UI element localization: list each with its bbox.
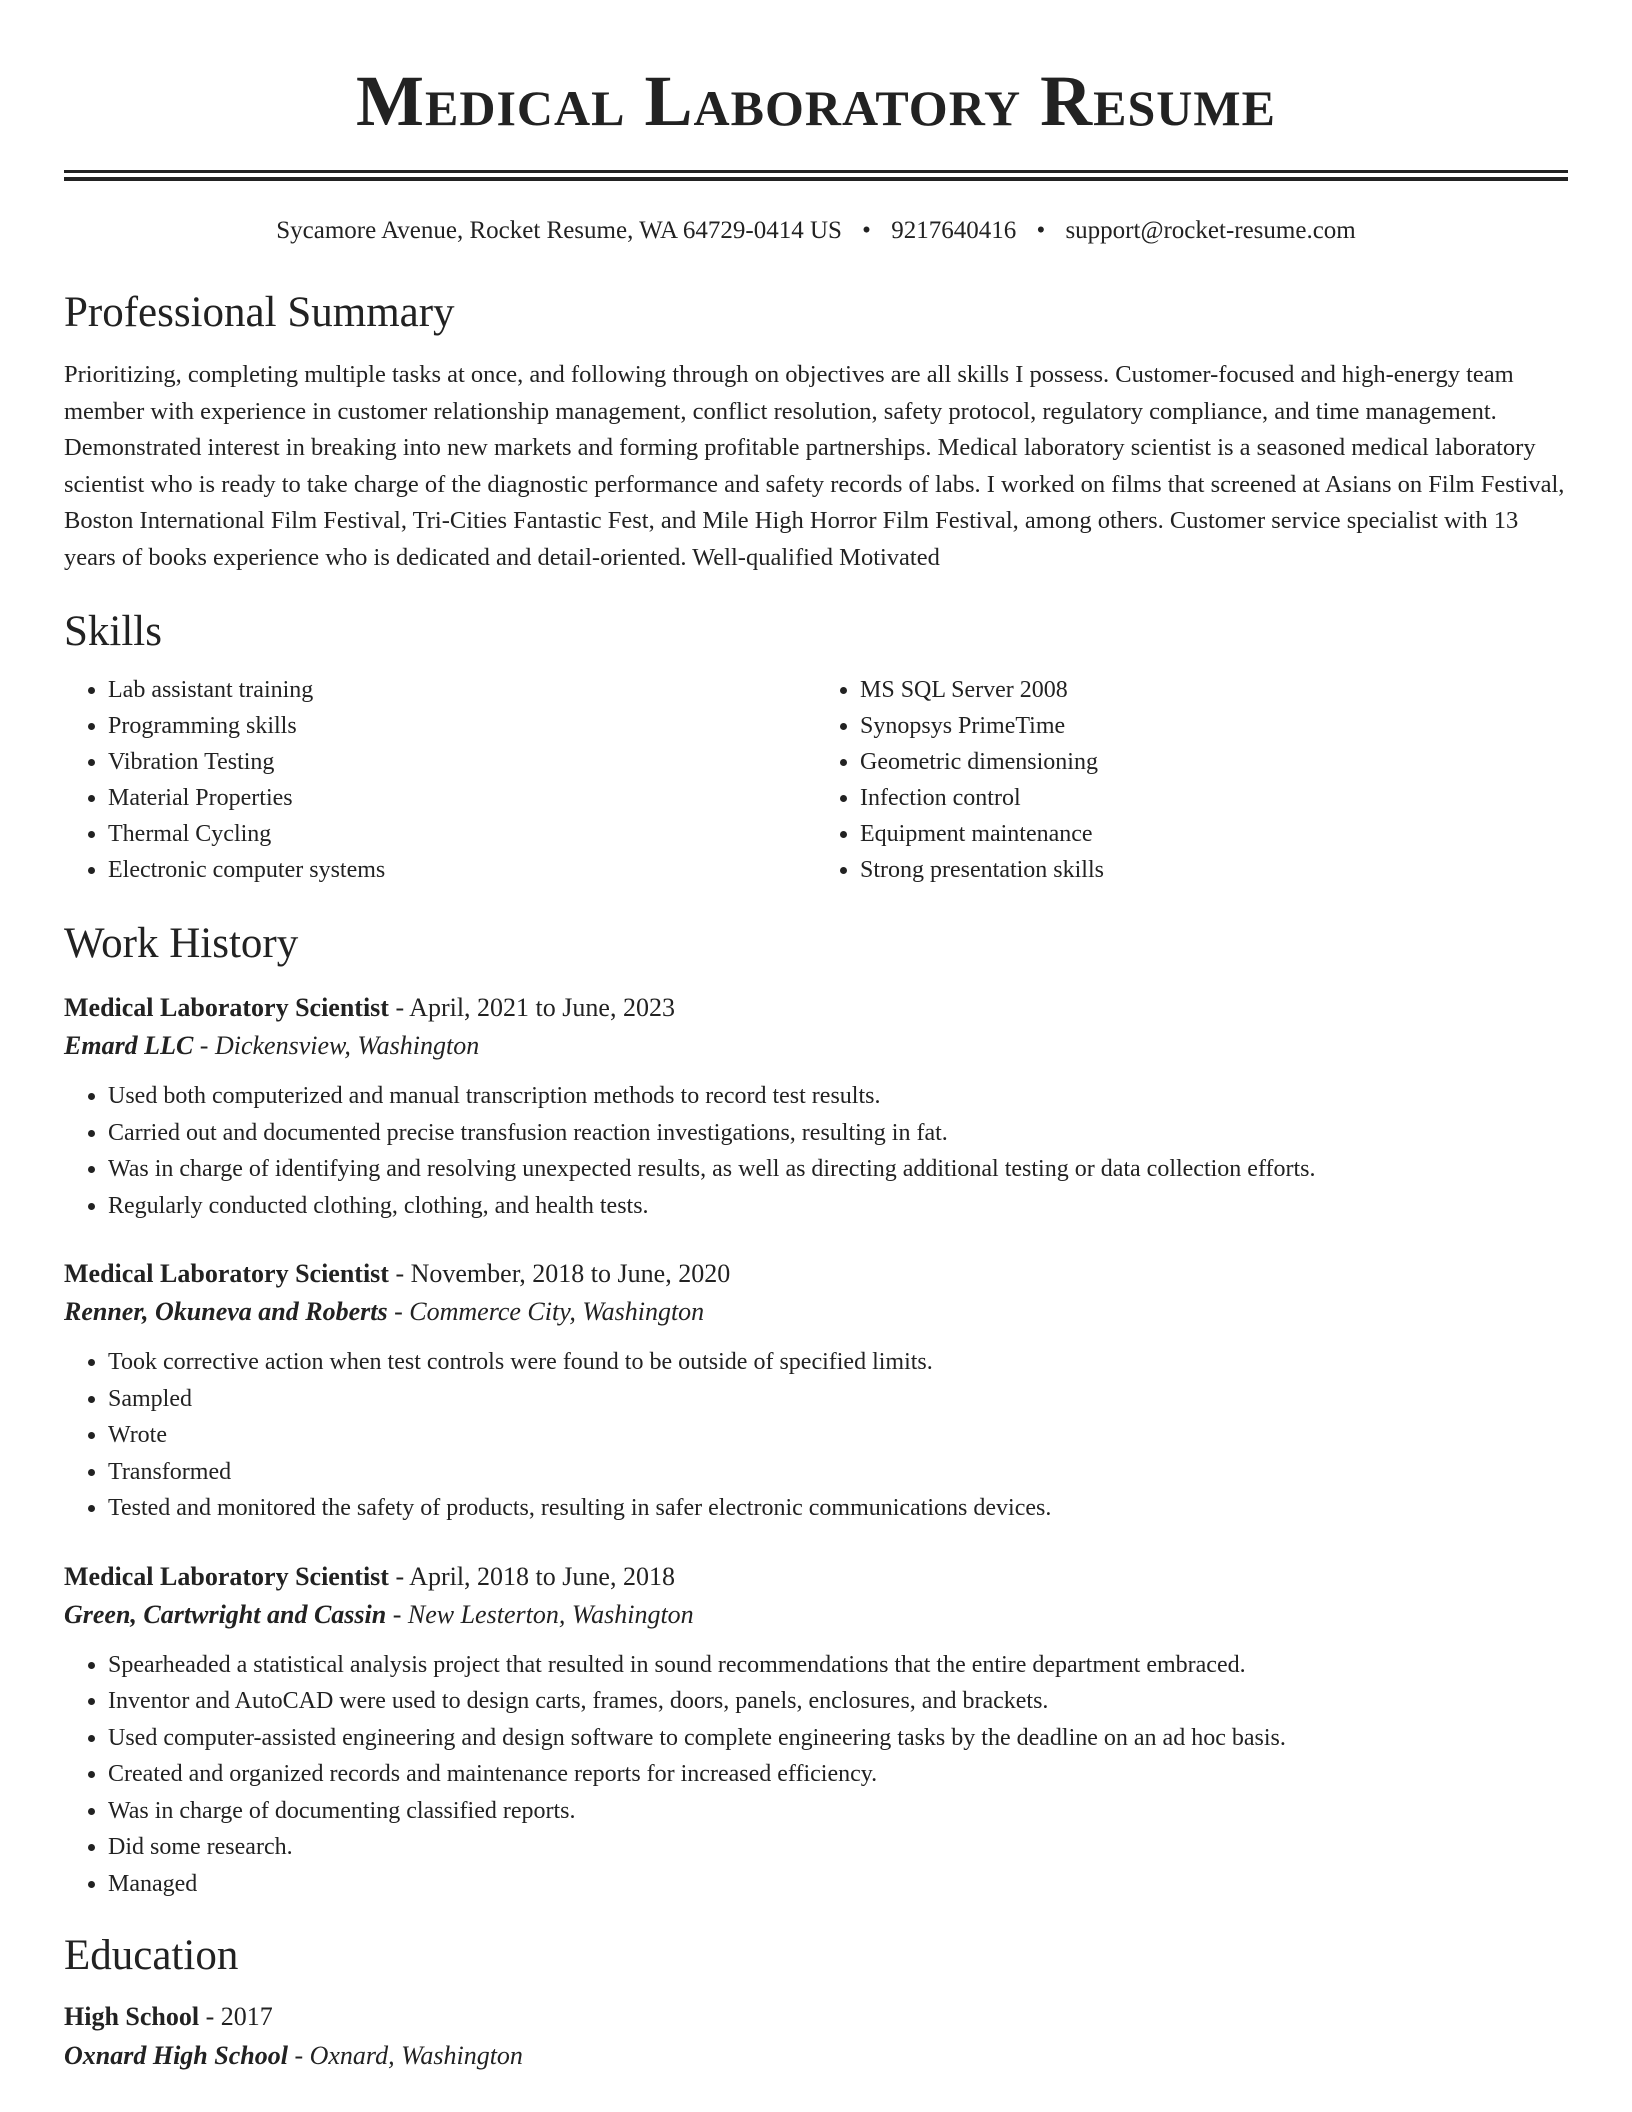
skill-item: • Thermal Cycling	[108, 816, 816, 852]
job-company-line	[64, 1595, 1568, 1635]
summary-heading: Professional Summary	[64, 289, 455, 336]
job-bullet: • Took corrective action when test controls were found to be outside of specified limits.	[108, 1344, 1568, 1381]
job-entry	[64, 990, 1568, 1224]
skill-item: • Electronic computer systems	[108, 852, 816, 888]
job-entry	[64, 1559, 1568, 1903]
job-bullet: • Used both computerized and manual transcription methods to record test results.	[108, 1078, 1568, 1115]
job-bullet: • Was in charge of documenting classified reports.	[108, 1793, 1568, 1830]
skill-item: • Lab assistant training	[108, 672, 816, 708]
job-bullet: • Managed	[108, 1866, 1568, 1903]
job-dates: - April, 2018 to June, 2018	[388, 1561, 675, 1591]
job-title-line	[64, 990, 1568, 1026]
skill-item: • Strong presentation skills	[860, 852, 1568, 888]
summary-text: Prioritizing, completing multiple tasks at once, and following through on objectives are all skills I possess. Customer-focused and high-energy team member with experience in customer relationship management, conflict resolution, safety protocol, regulatory compliance, and time management. Demonstrated interest in breaking into new markets and forming profitable partnerships. Medical laboratory scientist is a seasoned medical laboratory scientist who is ready to take charge of the diagnostic performance and safety records of labs. I worked on films that screened at Asians on Film Festival, Boston International Film Festival, Tri-Cities Fantastic Fest, and Mile High Horror Film Festival, among others. Customer service specialist with 13 years of books experience who is dedicated and detail-oriented. Well-qualified Motivated	[64, 361, 1565, 571]
skill-item: • Geometric dimensioning	[860, 744, 1568, 780]
job-location: - New Lesterton, Washington	[386, 1599, 694, 1629]
job-bullet: • Inventor and AutoCAD were used to design carts, frames, doors, panels, enclosures, and brackets.	[108, 1683, 1568, 1720]
skill-item: • Infection control	[860, 780, 1568, 816]
job-company: Renner, Okuneva and Roberts	[64, 1297, 388, 1326]
education-school: Oxnard High School	[64, 2041, 288, 2070]
work-section	[64, 918, 1568, 1902]
education-year: - 2017	[199, 2002, 273, 2031]
job-title: Medical Laboratory Scientist	[64, 1259, 389, 1288]
skill-item: • Vibration Testing	[108, 744, 816, 780]
skills-right-list	[816, 672, 1568, 888]
skills-left-list	[64, 672, 816, 888]
job-bullet: • Used computer-assisted engineering and design software to complete engineering tasks by the deadline on an ad hoc basis.	[108, 1720, 1568, 1757]
job-bullet: • Was in charge of identifying and resolving unexpected results, as well as directing additional testing or data collection efforts.	[108, 1151, 1568, 1188]
skills-section	[64, 606, 1568, 888]
job-bullet-list	[64, 1078, 1568, 1224]
resume-title: Medical Laboratory Resume	[356, 61, 1276, 141]
job-bullet: • Sampled	[108, 1381, 1568, 1418]
education-school-line	[64, 2036, 1568, 2076]
job-title: Medical Laboratory Scientist	[64, 1561, 389, 1591]
title-divider	[64, 170, 1568, 181]
contact-line	[64, 215, 1568, 247]
job-bullet: • Did some research.	[108, 1829, 1568, 1866]
job-dates: - November, 2018 to June, 2020	[388, 1259, 731, 1288]
skill-item: • Synopsys PrimeTime	[860, 708, 1568, 744]
contact-separator: •	[1036, 217, 1046, 244]
job-company: Emard LLC	[64, 1031, 194, 1060]
work-heading: Work History	[64, 920, 299, 967]
job-bullet: • Created and organized records and maintenance reports for increased efficiency.	[108, 1756, 1568, 1793]
education-location: - Oxnard, Washington	[287, 2041, 523, 2070]
job-company: Green, Cartwright and Cassin	[64, 1599, 387, 1629]
job-title-line	[64, 1559, 1568, 1595]
job-title: Medical Laboratory Scientist	[64, 993, 389, 1022]
contact-separator: •	[862, 217, 871, 244]
job-location: - Dickensview, Washington	[193, 1031, 480, 1060]
education-degree: High School	[64, 2002, 200, 2031]
job-company-line	[64, 1292, 1568, 1332]
education-degree-line	[64, 1998, 1568, 2036]
job-dates: - April, 2021 to June, 2023	[388, 993, 675, 1022]
education-section	[64, 1930, 1568, 2076]
job-bullet: • Carried out and documented precise transfusion reaction investigations, resulting in fat.	[108, 1115, 1568, 1152]
job-bullet: • Wrote	[108, 1417, 1568, 1454]
job-entry	[64, 1256, 1568, 1527]
job-bullet: • Tested and monitored the safety of products, resulting in safer electronic communications devices.	[108, 1490, 1568, 1527]
job-bullet-list	[64, 1344, 1568, 1527]
education-heading: Education	[64, 1932, 239, 1979]
skills-heading: Skills	[64, 608, 162, 655]
job-location: - Commerce City, Washington	[387, 1297, 705, 1326]
skill-item: • Material Properties	[108, 780, 816, 816]
job-bullet: • Transformed	[108, 1454, 1568, 1491]
skill-item: • MS SQL Server 2008	[860, 672, 1568, 708]
job-title-line	[64, 1256, 1568, 1292]
job-bullet-list	[64, 1647, 1568, 1903]
contact-email: support@rocket-resume.com	[1065, 217, 1356, 244]
skills-columns	[64, 672, 1568, 888]
skill-item: • Equipment maintenance	[860, 816, 1568, 852]
summary-section	[64, 287, 1568, 576]
job-bullet: • Regularly conducted clothing, clothing, and health tests.	[108, 1188, 1568, 1225]
contact-phone: 9217640416	[891, 217, 1017, 244]
contact-address: Sycamore Avenue, Rocket Resume, WA 64729-0414 US	[276, 217, 842, 244]
job-bullet: • Spearheaded a statistical analysis project that resulted in sound recommendations that the entire department embraced.	[108, 1647, 1568, 1684]
job-company-line	[64, 1026, 1568, 1066]
skill-item: • Programming skills	[108, 708, 816, 744]
